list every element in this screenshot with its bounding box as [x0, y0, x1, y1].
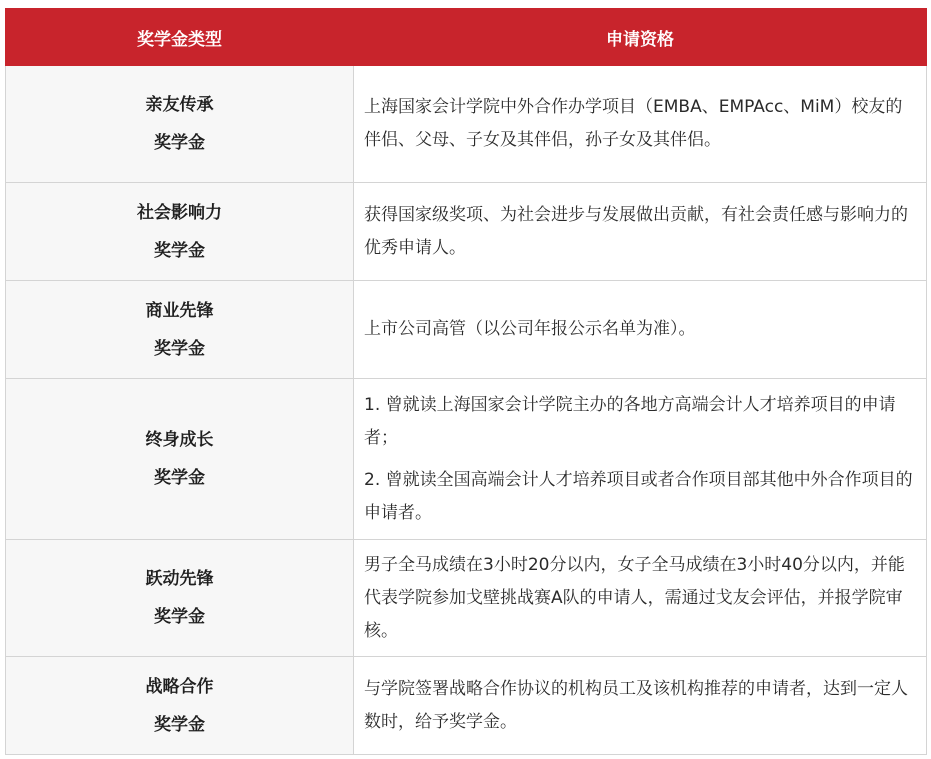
requirement-cell: [354, 183, 927, 281]
scholarship-name: 亲友传承: [145, 95, 214, 115]
header-scholarship-type: 奖学金类型: [6, 9, 354, 66]
scholarship-suffix: 奖学金: [154, 338, 205, 359]
scholarship-name: 战略合作: [145, 676, 214, 697]
scholarship-suffix: 奖学金: [154, 607, 205, 627]
requirement-text: 与学院签署战略合作协议的机构员工及该机构推荐的申请者，达到一定人数时，给予奖学金。: [364, 678, 908, 732]
table-row: [6, 379, 927, 540]
scholarship-suffix: 奖学金: [154, 468, 205, 488]
requirement-cell: [354, 281, 927, 379]
table-row: [6, 183, 927, 281]
table-row: [6, 66, 927, 183]
requirement-text: 上海国家会计学院中外合作办学项目（EMBA、EMPAcc、MiM）校友的伴侣、父母、子女及其伴侣，孙子女及其伴侣。: [364, 97, 903, 150]
requirement-cell: [354, 540, 927, 657]
scholarship-table: [5, 8, 927, 755]
requirement-text: 获得国家级奖项、为社会进步与发展做出贡献，有社会责任感与影响力的优秀申请人。: [364, 204, 908, 258]
scholarship-type-cell: [6, 281, 354, 379]
scholarship-name: 终身成长: [145, 430, 214, 450]
requirement-text: 上市公司高管（以公司年报公示名单为准）。: [364, 319, 696, 339]
scholarship-name: 社会影响力: [137, 202, 222, 223]
scholarship-type-cell: [6, 379, 354, 540]
scholarship-suffix: 奖学金: [154, 240, 205, 261]
scholarship-name: 跃动先锋: [145, 569, 214, 589]
scholarship-suffix: 奖学金: [154, 714, 205, 735]
scholarship-type-cell: [6, 183, 354, 281]
table-header-row: [6, 9, 927, 66]
table-row: [6, 281, 927, 379]
requirement-cell: [354, 379, 927, 540]
table-row: [6, 540, 927, 657]
requirement-item-2: 2. 曾就读全国高端会计人才培养项目或者合作项目部其他中外合作项目的申请者。: [364, 469, 913, 523]
scholarship-type-cell: [6, 66, 354, 183]
requirement-item-1: 1. 曾就读上海国家会计学院主办的各地方高端会计人才培养项目的申请者；: [364, 394, 896, 448]
requirement-cell: [354, 66, 927, 183]
header-application-requirements: 申请资格: [354, 9, 927, 66]
scholarship-name: 商业先锋: [145, 300, 214, 321]
scholarship-type-cell: [6, 657, 354, 755]
scholarship-type-cell: [6, 540, 354, 657]
scholarship-suffix: 奖学金: [154, 133, 205, 153]
table-row: [6, 657, 927, 755]
requirement-cell: [354, 657, 927, 755]
requirement-text: 男子全马成绩在3小时20分以内，女子全马成绩在3小时40分以内，并能代表学院参加戈壁挑战赛A队的申请人，需通过戈友会评估，并报学院审核。: [364, 554, 905, 641]
